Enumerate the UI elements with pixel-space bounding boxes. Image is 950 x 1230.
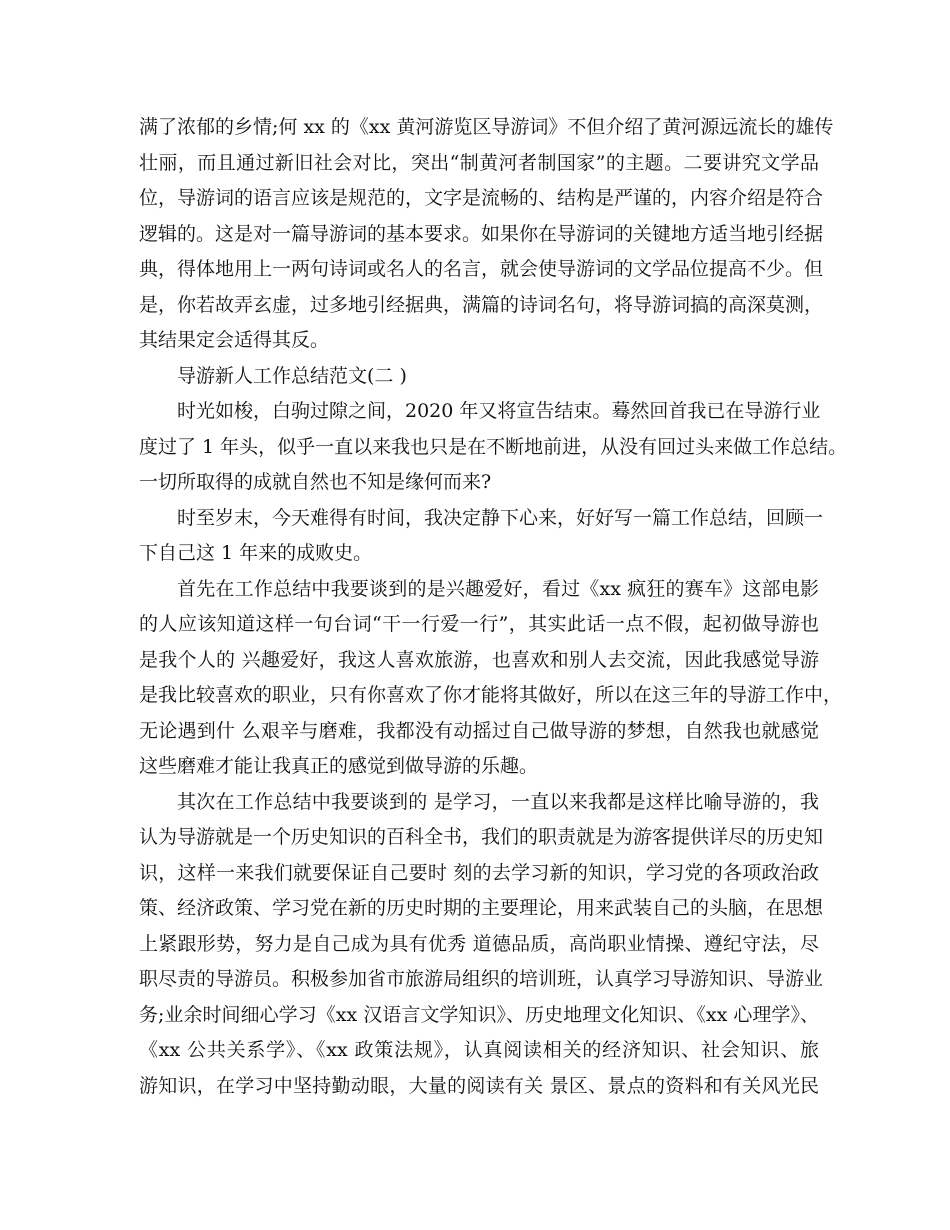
text-line: 位，导游词的语言应该是规范的，文字是流畅的、结构是严谨的，内容介绍是符合 [139, 187, 824, 209]
text-line: 的人应该知道这样一句台词“干一行爱一行”，其实此话一点不假，起初做导游也 [139, 613, 819, 635]
text-line: 这些磨难才能让我真正的感觉到做导游的乐趣。 [139, 755, 539, 777]
text-line: 时至岁末，今天难得有时间，我决定静下心来，好好写一篇工作总结，回顾一 [177, 506, 824, 529]
text-line: 认为导游就是一个历史知识的百科全书，我们的职责就是为游客提供详尽的历史知 [139, 826, 824, 848]
text-line: 无论遇到什 么艰辛与磨难，我都没有动摇过自己做导游的梦想，自然我也就感觉 [139, 719, 819, 742]
document-body [139, 110, 848, 1104]
text-line: 《xx 公共关系学》、《xx 政策法规》，认真阅读相关的经济知识、社会知识、旅 [139, 1039, 819, 1061]
section-heading: 导游新人工作总结范文(二 ) [177, 364, 407, 387]
text-line: 时光如梭，白驹过隙之间，2020 年又将宣告结束。蓦然回首我已在导游行业 [177, 400, 821, 422]
text-line: 度过了 1 年头，似乎一直以来我也只是在不断地前进，从没有回过头来做工作总结。 [139, 435, 848, 458]
text-line: 策、经济政策、学习党在新的历史时期的主要理论，用来武装自己的头脑，在思想 [139, 897, 824, 919]
text-line: 满了浓郁的乡情;何 xx 的《xx 黄河游览区导游词》不但介绍了黄河源远流长的雄传 [139, 116, 834, 138]
text-line: 其结果定会适得其反。 [139, 329, 330, 351]
text-line: 是，你若故弄玄虚，过多地引经据典，满篇的诗词名句，将导游词搞的高深莫测， [139, 293, 824, 316]
text-line: 首先在工作总结中我要谈到的是兴趣爱好，看过《xx 疯狂的赛车》这部电影 [177, 577, 819, 600]
text-line: 其次在工作总结中我要谈到的 是学习，一直以来我都是这样比喻导游的，我 [177, 790, 819, 813]
text-line: 职尽责的导游员。积极参加省市旅游局组织的培训班，认真学习导游知识、导游业 [139, 968, 824, 990]
text-line: 壮丽，而且通过新旧社会对比，突出“制黄河者制国家”的主题。二要讲究文学品 [139, 151, 819, 174]
text-line: 游知识，在学习中坚持勤动眼，大量的阅读有关 景区、景点的资料和有关风光民 [139, 1074, 819, 1097]
text-line: 识，这样一来我们就要保证自己要时 刻的去学习新的知识，学习党的各项政治政 [139, 861, 819, 884]
text-line: 上紧跟形势，努力是自己成为具有优秀 道德品质，高尚职业情操、遵纪守法，尽 [139, 932, 819, 955]
text-line: 下自己这 1 年来的成败史。 [139, 542, 373, 564]
text-line: 是我比较喜欢的职业，只有你喜欢了你才能将其做好，所以在这三年的导游工作中， [139, 684, 843, 706]
text-line: 一切所取得的成就自然也不知是缘何而来? [139, 471, 492, 493]
text-line: 典，得体地用上一两句诗词或名人的名言，就会使导游词的文学品位提高不少。但 [139, 258, 824, 280]
text-line: 逻辑的。这是对一篇导游词的基本要求。如果你在导游词的关键地方适当地引经据 [139, 222, 824, 245]
text-line: 是我个人的 兴趣爱好，我这人喜欢旅游，也喜欢和别人去交流，因此我感觉导游 [139, 648, 819, 671]
text-line: 务;业余时间细心学习《xx 汉语言文学知识》、历史地理文化知识、《xx 心理学》、 [139, 1003, 819, 1026]
